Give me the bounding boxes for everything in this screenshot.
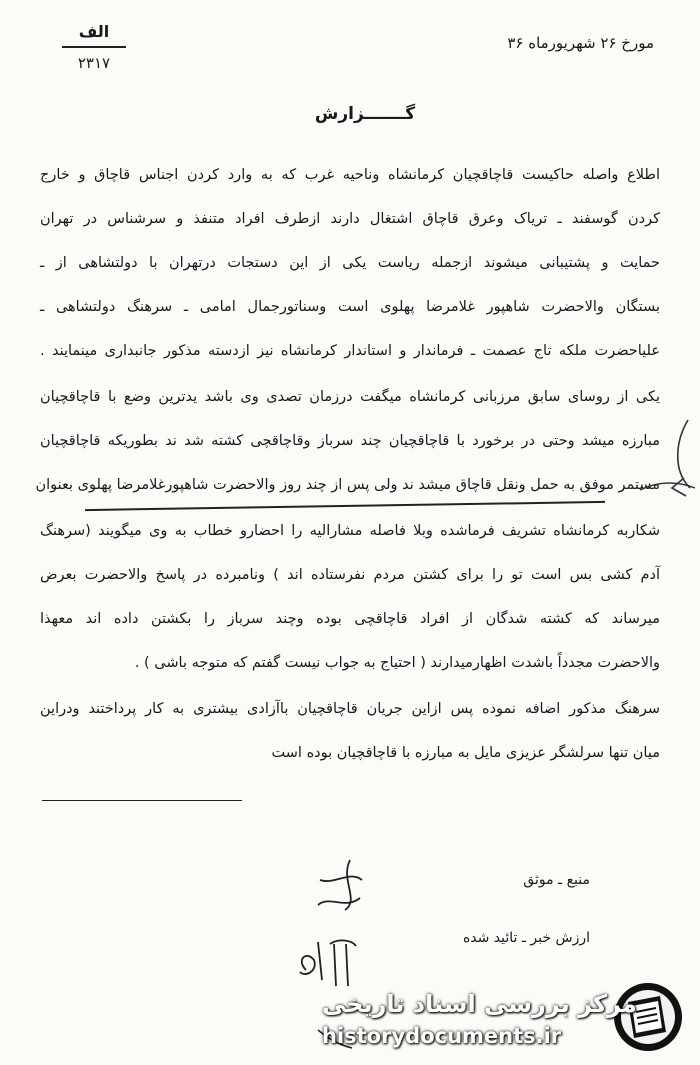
body-line: مستمر موفق به حمل ونقل قاچاق میشد ند ولی پس از چند روز والاحضرت شاهپورغلامرضا پهلوی بعنوان: [35, 477, 660, 493]
document-letter-code: الف: [78, 22, 110, 41]
body-line: میرساند که کشته شدگان از افراد قاچاقچی بوده وچند سرباز را بکشتن داده اند معهذا: [40, 611, 660, 627]
document-number: ۲۳۱۷: [77, 54, 111, 72]
body-line: اطلاع واصله حاکیست قاچاقچیان کرمانشاه وناحیه غرب که به وارد کردن اجناس قاچاق و خارج: [40, 167, 660, 183]
body-line: بستگان والاحضرت شاهپور غلامرضا پهلوی است وسناتورجمال امامی ـ سرهنگ دولتشاهی ـ: [40, 299, 660, 315]
body-line: آدم کشی بس است تو را برای کشتن مردم نفرستاده اند ) ونامبرده در پاسخ والاحضرت بعرض: [40, 567, 660, 583]
watermark-title: مرکز بررسی اسناد تاریخی: [322, 990, 637, 1018]
body-line: یکی از روسای سابق مرزبانی کرمانشاه میگفت درزمان تصدی وی باشد یدترین وضع با قاچاقچیان: [40, 389, 660, 405]
body-line: شکاربه کرمانشاه تشریف فرماشده وبلا فاصله مشارالیه را احضارو خطاب به وی میگویند (سرهنگ: [40, 523, 660, 539]
handwritten-date: [300, 940, 356, 986]
body-line: مبارزه میشد وحتی در برخورد با قاچاقچیان چند سرباز وقاچاقچی کشته شد ند بطوریکه قاچاقچیان: [40, 433, 660, 449]
body-line: کردن گوسفند ـ تریاک وعرق قاچاق اشتغال دارند ازطرف افراد متنفذ و سرشناس در تهران: [40, 211, 660, 227]
body-line: علیاحضرت ملکه تاج عصمت ـ فرماندار و استاندار کرمانشاه نیز ازدسته مذکور جانبداری مینمایند .: [40, 343, 660, 359]
watermark-url: historydocuments.ir: [322, 1024, 562, 1048]
source-label: منبع ـ موثق: [523, 872, 590, 888]
body-line: والاحضرت مجدداً باشدت اظهارمیدارند ( احتیاج به جواب نیست گفتم که متوجه باشی ) .: [134, 655, 660, 671]
body-line: سرهنگ مذکور اضافه نموده پس ازاین جریان قاچاقچیان باآزادی بیشتری به کار پرداختند ودراین: [40, 701, 660, 717]
news-value-label: ارزش خبر ـ تائید شده: [462, 930, 590, 946]
body-line: میان تنها سرلشگر عزیزی مایل به مبارزه با قاچاقچیان بوده است: [271, 745, 660, 761]
signature-scribble: [318, 860, 362, 910]
body-line: حمایت و پشتیبانی میشوند ازجمله ریاست یکی از این دستجات درتهران با دولتشاهی از ـ: [40, 255, 660, 271]
document-date: مورخ ۲۶ شهریورماه ۳۶: [507, 34, 654, 52]
document-title: گـــــــزارش: [314, 104, 416, 124]
